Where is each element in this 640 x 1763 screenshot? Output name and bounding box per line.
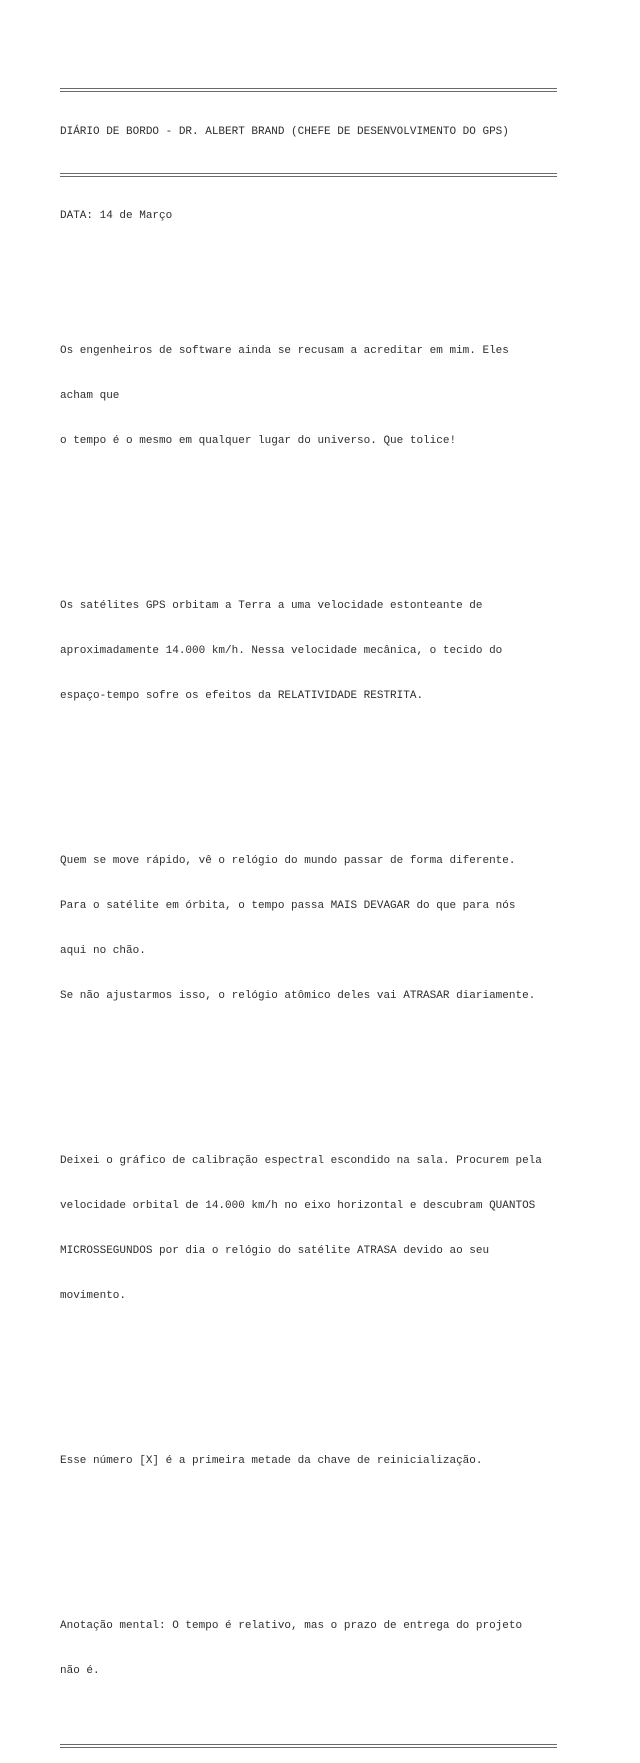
spacer (60, 509, 600, 524)
spacer (60, 1529, 600, 1544)
log-title: DIÁRIO DE BORDO - DR. ALBERT BRAND (CHEFE DE DESENVOLVIMENTO DO GPS) (60, 126, 509, 138)
paragraph (60, 569, 600, 734)
text-line: o tempo é o mesmo em qualquer lugar do universo. Que tolice! (60, 435, 457, 447)
top-rule (60, 88, 557, 92)
text-line: movimento. (60, 1290, 127, 1302)
paragraph (60, 314, 600, 479)
text-line: MICROSSEGUNDOS por dia o relógio do satélite ATRASA devido ao seu (60, 1245, 490, 1257)
text-line: aqui no chão. (60, 945, 146, 957)
paragraph (60, 1124, 600, 1334)
text-line: Se não ajustarmos isso, o relógio atômico deles vai ATRASAR diariamente. (60, 990, 536, 1002)
text-line: espaço-tempo sofre os efeitos da RELATIVIDADE RESTRITA. (60, 690, 424, 702)
text-line: não é. (60, 1665, 100, 1677)
header-rule (60, 173, 557, 177)
text-line: aproximadamente 14.000 km/h. Nessa velocidade mecânica, o tecido do (60, 645, 503, 657)
log-document (60, 58, 600, 1763)
spacer (60, 254, 600, 269)
paragraph (60, 824, 600, 1034)
text-line: acham que (60, 390, 120, 402)
text-line: Os engenheiros de software ainda se recusam a acreditar em mim. Eles (60, 345, 509, 357)
text-line: Anotação mental: O tempo é relativo, mas o prazo de entrega do projeto (60, 1620, 523, 1632)
text-line: Quem se move rápido, vê o relógio do mundo passar de forma diferente. (60, 855, 516, 867)
paragraph (60, 1424, 600, 1499)
spacer (60, 1064, 600, 1079)
text-line: Para o satélite em órbita, o tempo passa MAIS DEVAGAR do que para nós (60, 900, 516, 912)
paragraph (60, 1589, 600, 1709)
log-date: DATA: 14 de Março (60, 210, 173, 222)
spacer (60, 764, 600, 779)
text-line: Esse número [X] é a primeira metade da chave de reinicialização. (60, 1455, 483, 1467)
bottom-rule (60, 1744, 557, 1748)
spacer (60, 1364, 600, 1379)
text-line: velocidade orbital de 14.000 km/h no eixo horizontal e descubram QUANTOS (60, 1200, 536, 1212)
text-line: Os satélites GPS orbitam a Terra a uma velocidade estonteante de (60, 600, 483, 612)
text-line: Deixei o gráfico de calibração espectral escondido na sala. Procurem pela (60, 1155, 542, 1167)
